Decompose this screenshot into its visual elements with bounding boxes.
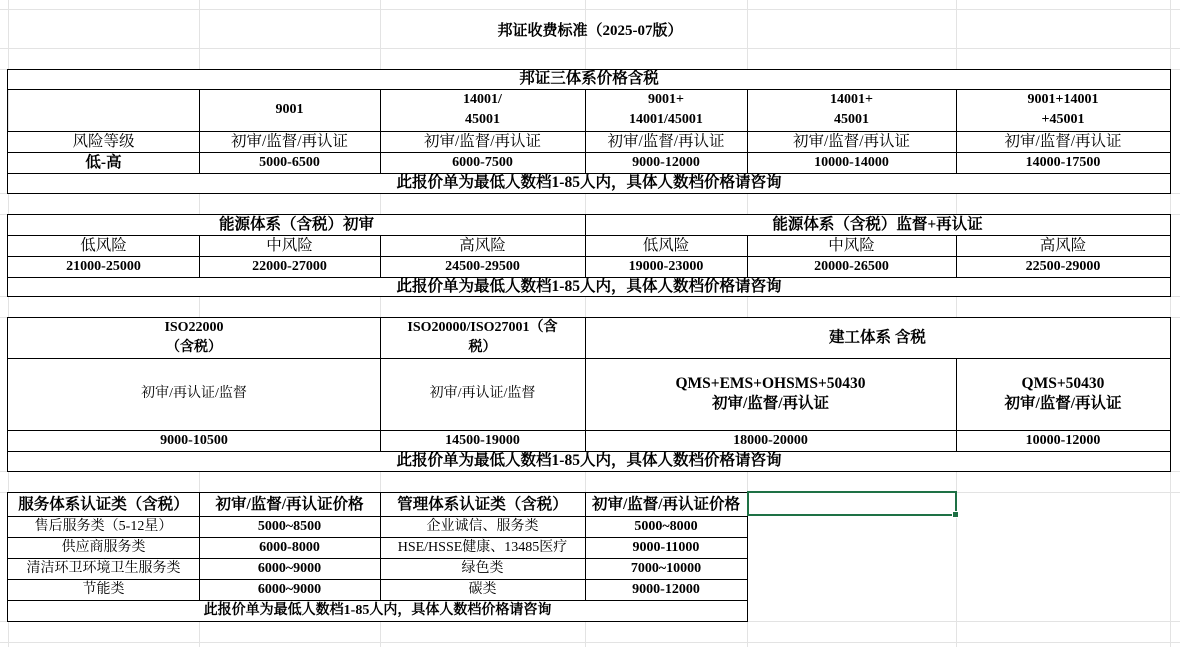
audit-label: 初审/监督/再认证	[956, 131, 1170, 152]
table-cell: 企业诚信、服务类	[380, 516, 585, 537]
table1-header: 邦证三体系价格含税	[8, 69, 1170, 89]
table-cell: 售后服务类（5-12星）	[8, 516, 199, 537]
energy-surveillance-header: 能源体系（含税）监督+再认证	[585, 215, 1170, 235]
price-cell: 18000-20000	[585, 430, 956, 451]
table-cell: 5000~8000	[585, 516, 747, 537]
price-cell: 6000-7500	[380, 152, 585, 173]
risk-label: 中风险	[199, 235, 380, 256]
risk-level-label: 风险等级	[8, 131, 199, 152]
price-header: 初审/监督/再认证价格	[585, 493, 747, 516]
table-cell: 5000~8500	[199, 516, 380, 537]
iso20000-header: ISO20000/ISO27001（含 税）	[380, 318, 585, 358]
col-14001-45001-b: 14001+ 45001	[747, 89, 956, 131]
table-cell: 6000~9000	[199, 558, 380, 579]
table3-note: 此报价单为最低人数档1-85人内，具体人数档价格请咨询	[8, 451, 1170, 471]
price-cell: 14500-19000	[380, 430, 585, 451]
col-9001-14001-45001-full: 9001+14001 +45001	[956, 89, 1170, 131]
table-cell: HSE/HSSE健康、13485医疗	[380, 537, 585, 558]
risk-label: 中风险	[747, 235, 956, 256]
table-cell: 6000-8000	[199, 537, 380, 558]
price-cell: 22000-27000	[199, 256, 380, 277]
table-cell: 6000~9000	[199, 579, 380, 600]
active-cell-selection[interactable]	[747, 491, 957, 516]
table1-note: 此报价单为最低人数档1-85人内，具体人数档价格请咨询	[8, 173, 1170, 193]
iso22000-header: ISO22000 （含税）	[8, 318, 380, 358]
price-cell: 5000-6500	[199, 152, 380, 173]
table-cell: 绿色类	[380, 558, 585, 579]
table-cell: 供应商服务类	[8, 537, 199, 558]
risk-label: 低风险	[8, 235, 199, 256]
table-cell: 碳类	[380, 579, 585, 600]
price-cell: 20000-26500	[747, 256, 956, 277]
service-header: 服务体系认证类（含税）	[8, 493, 199, 516]
risk-label: 高风险	[956, 235, 1170, 256]
audit-label: 初审/再认证/监督	[8, 358, 380, 430]
price-cell: 14000-17500	[956, 152, 1170, 173]
audit-label: 初审/监督/再认证	[585, 131, 747, 152]
sheet-title: 邦证收费标准（2025-07版）	[497, 23, 683, 39]
table-cell: 9000-11000	[585, 537, 747, 558]
audit-label: 初审/监督/再认证	[747, 131, 956, 152]
price-cell: 19000-23000	[585, 256, 747, 277]
energy-initial-header: 能源体系（含税）初审	[8, 215, 585, 235]
management-header: 管理体系认证类（含税）	[380, 493, 585, 516]
risk-level-value: 低-高	[8, 152, 199, 173]
risk-label: 高风险	[380, 235, 585, 256]
col-9001: 9001	[199, 89, 380, 131]
price-cell: 21000-25000	[8, 256, 199, 277]
price-cell: 9000-12000	[585, 152, 747, 173]
qms-short-label: QMS+50430 初审/监督/再认证	[956, 358, 1170, 430]
table-cell: 7000~10000	[585, 558, 747, 579]
table-cell: 清洁环卫环境卫生服务类	[8, 558, 199, 579]
construction-header: 建工体系 含税	[585, 318, 1170, 358]
price-cell: 10000-14000	[747, 152, 956, 173]
table-cell: 9000-12000	[585, 579, 747, 600]
price-header: 初审/监督/再认证价格	[199, 493, 380, 516]
price-cell: 24500-29500	[380, 256, 585, 277]
table2-note: 此报价单为最低人数档1-85人内，具体人数档价格请咨询	[8, 277, 1170, 296]
risk-label: 低风险	[585, 235, 747, 256]
price-cell: 22500-29000	[956, 256, 1170, 277]
table4-note: 此报价单为最低人数档1-85人内，具体人数档价格请咨询	[8, 600, 747, 621]
audit-label: 初审/监督/再认证	[199, 131, 380, 152]
price-cell: 10000-12000	[956, 430, 1170, 451]
price-cell: 9000-10500	[8, 430, 380, 451]
col-9001-14001-45001: 9001+ 14001/45001	[585, 89, 747, 131]
audit-label: 初审/再认证/监督	[380, 358, 585, 430]
col-14001-45001: 14001/ 45001	[380, 89, 585, 131]
qms-full-label: QMS+EMS+OHSMS+50430 初审/监督/再认证	[585, 358, 956, 430]
audit-label: 初审/监督/再认证	[380, 131, 585, 152]
table-cell: 节能类	[8, 579, 199, 600]
